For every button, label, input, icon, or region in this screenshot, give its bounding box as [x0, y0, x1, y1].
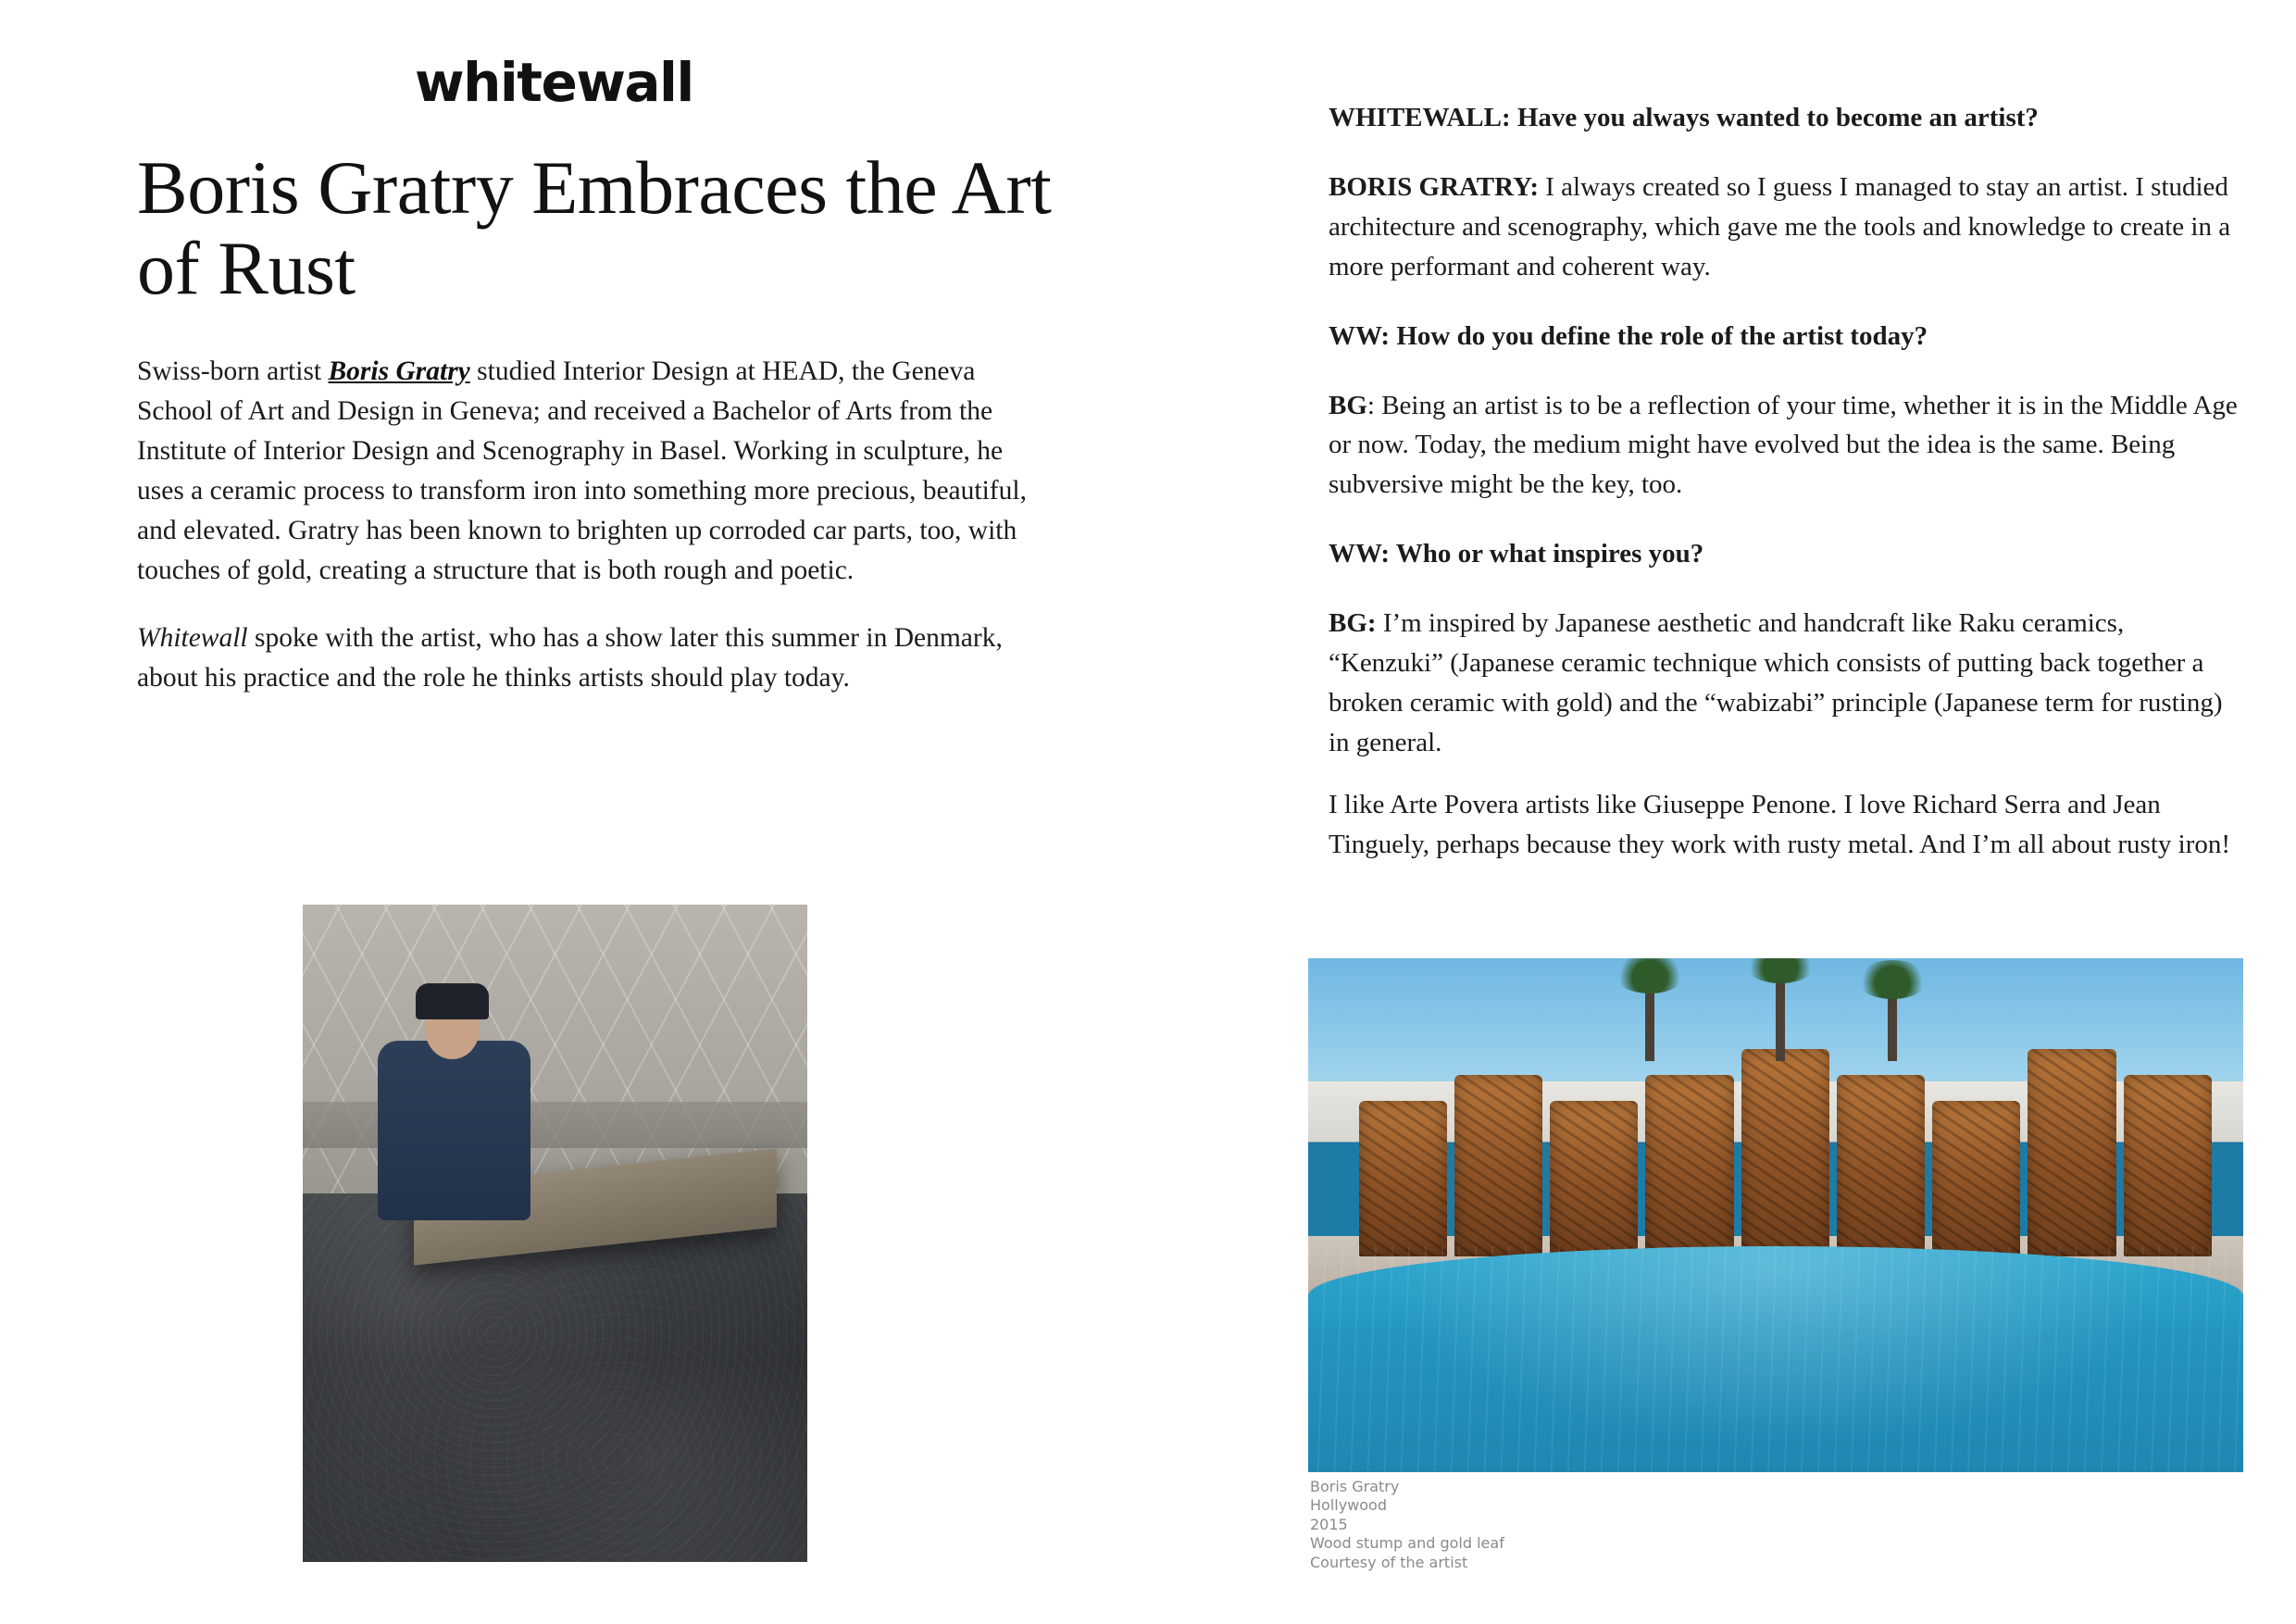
intro2-text-after: spoke with the artist, who has a show later this summer in Denmark, about his practice and the role he thinks artists should play today.: [137, 623, 1003, 693]
speaker-label: WW:: [1329, 320, 1391, 351]
sculpture-letter: [2028, 1049, 2115, 1256]
palm-tree-icon: [1645, 979, 1654, 1061]
portrait-figure-torso: [378, 1041, 530, 1220]
speaker-label: BG:: [1329, 608, 1377, 639]
intro-paragraph-2: [137, 618, 1040, 698]
masthead-brand-text: whitewall: [415, 51, 693, 114]
interview-answer-1: [1329, 168, 2240, 287]
interview-question-2: [1329, 317, 2240, 356]
left-column: [137, 51, 1072, 726]
intro-paragraph-1: [137, 352, 1040, 591]
interview-answer-3: [1329, 604, 2240, 763]
answer-text: I’m inspired by Japanese aesthetic and handcraft like Raku ceramics, “Kenzuki” (Japanese ceramic technique which consists of putting back together a broken ceramic with gold) and the “wabizabi” principle (Japanese term for rusting) in general.: [1329, 608, 2223, 757]
portrait-figure: [363, 983, 544, 1220]
artist-portrait-image: [303, 905, 807, 1562]
right-column: [1329, 98, 2240, 894]
answer-text: : Being an artist is to be a reflection of your time, whether it is in the Middle Age or now. Today, the medium might have evolved but the idea is the same. Being subversive might be the key, too.: [1329, 390, 2238, 500]
intro-text-after: studied Interior Design at HEAD, the Geneva School of Art and Design in Geneva; and received a Bachelor of Arts from the Institute of Interior Design and Scenography in Basel. Working in sculpture, he uses a ceramic process to transform iron into something more precious, beautiful, and elevated. Gratry has been known to brighten up corroded car parts, too, with touches of gold, creating a structure that is both rough and poetic.: [137, 356, 1027, 586]
sculpture-letter: [1359, 1101, 1447, 1256]
sculpture-letter: [1645, 1075, 1733, 1256]
sculpture-letter: [1741, 1049, 1829, 1256]
sculpture-letter: [1550, 1101, 1638, 1256]
page-title: Boris Gratry Embraces the Art of Rust: [137, 145, 1052, 310]
question-text: Who or what inspires you?: [1390, 539, 1704, 569]
interview-question-3: [1329, 534, 2240, 574]
interview-answer-4: [1329, 785, 2240, 865]
image-caption: [1310, 1478, 1504, 1572]
speaker-label: WW:: [1329, 539, 1391, 569]
sculpture-letters: [1355, 1041, 2215, 1256]
swimming-pool: [1308, 1246, 2243, 1472]
caption-line: Hollywood: [1310, 1496, 1387, 1515]
portrait-figure-cap: [416, 983, 488, 1018]
sculpture-letter: [1932, 1101, 2020, 1256]
interview-answer-2: [1329, 386, 2240, 506]
sculpture-letter: [1837, 1075, 1925, 1256]
speaker-label: WHITEWALL:: [1329, 103, 1511, 132]
answer-text: I always created so I guess I managed to stay an artist. I studied architecture and scenography, which gave me the tools and knowledge to create in a more performant and coherent way.: [1329, 171, 2231, 281]
speaker-label: BORIS GRATRY:: [1329, 171, 1540, 202]
speaker-label: BG: [1329, 390, 1367, 420]
hollywood-sculpture-image: [1308, 958, 2243, 1472]
question-text: Have you always wanted to become an artist?: [1510, 103, 2039, 132]
intro-text-before: Swiss-born artist: [137, 356, 329, 386]
interview-question-1: [1329, 98, 2240, 138]
caption-line: Wood stump and gold leaf: [1310, 1534, 1504, 1553]
sculpture-letter: [2124, 1075, 2212, 1256]
masthead-logo: [415, 51, 1072, 114]
caption-line: Courtesy of the artist: [1310, 1553, 1468, 1571]
caption-line: Boris Gratry: [1310, 1478, 1400, 1495]
sculpture-letter: [1454, 1075, 1542, 1256]
palm-tree-icon: [1888, 984, 1897, 1061]
caption-line: 2015: [1310, 1515, 1348, 1533]
palm-tree-icon: [1776, 968, 1785, 1061]
publication-name: Whitewall: [137, 623, 248, 654]
question-text: How do you define the role of the artist today?: [1390, 320, 1928, 351]
answer-text: I like Arte Povera artists like Giuseppe Penone. I love Richard Serra and Jean Tinguely, perhaps because they work with rusty metal. And I’m all about rusty iron!: [1329, 789, 2231, 859]
artist-link[interactable]: Boris Gratry: [328, 356, 470, 386]
